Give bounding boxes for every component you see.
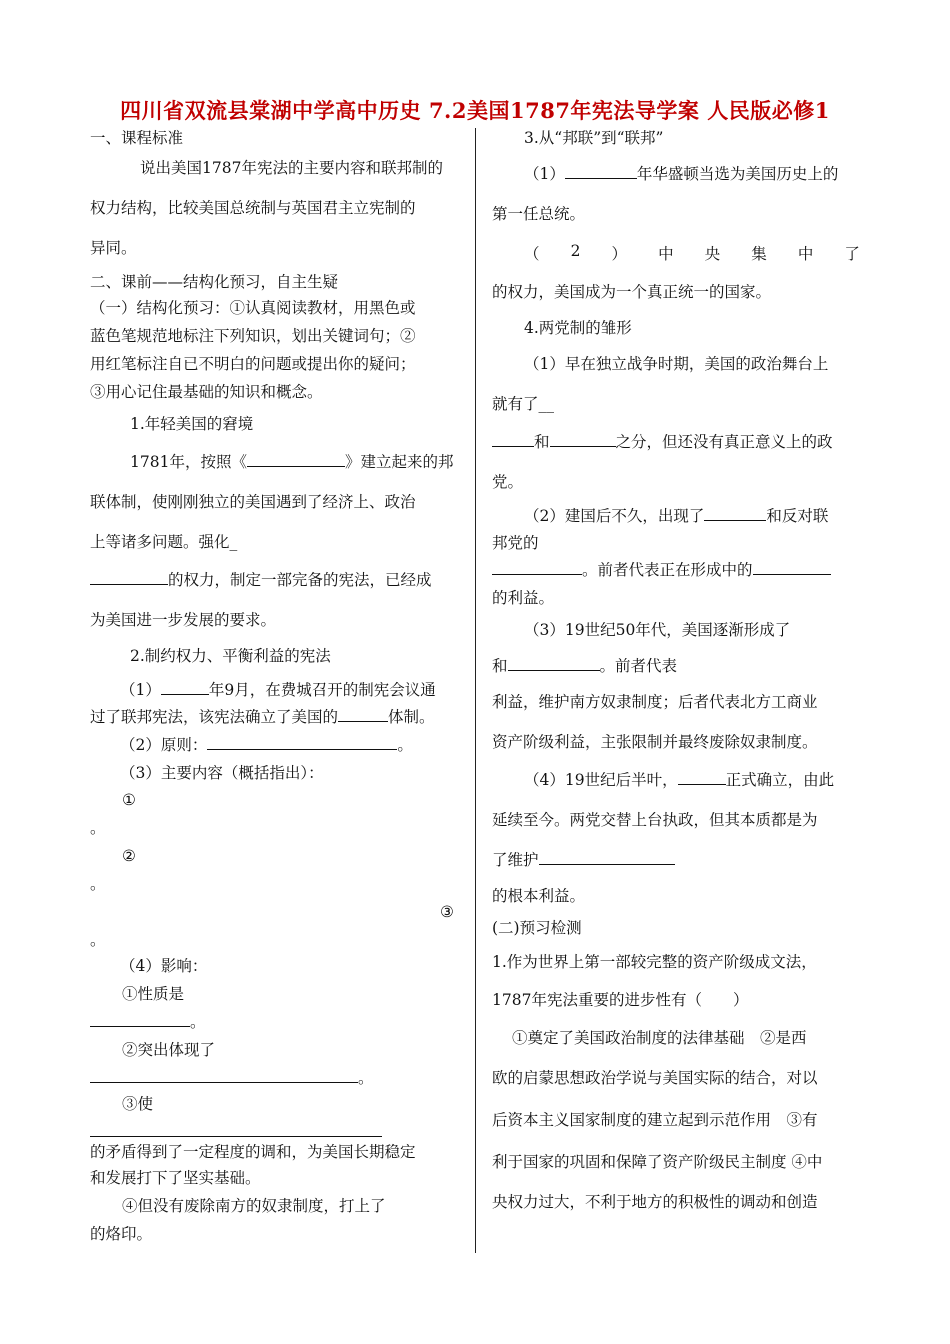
fill-blank-line: 和 。前者代表 — [492, 657, 678, 675]
paragraph-line: 党。 — [492, 473, 524, 491]
answer-blank[interactable] — [492, 432, 534, 447]
paragraph-line: ②突出体现了 — [122, 1041, 216, 1059]
fill-blank-line — [90, 1122, 382, 1142]
paragraph-line: 的烙印。 — [90, 1225, 153, 1243]
fill-blank-line: 和 之分，但还没有真正意义上的政 — [492, 432, 833, 452]
section-heading-check: (二)预习检测 — [492, 919, 582, 937]
subheading: 3.从“邦联”到“联邦” — [524, 129, 664, 147]
fill-blank-line: （4）19世纪后半叶， 正式确立，由此 — [524, 771, 835, 789]
period-mark: 。 — [90, 931, 106, 949]
document-title: 四川省双流县棠湖中学高中历史 7.2美国1787年宪法导学案 人民版必修1 — [120, 98, 830, 123]
paragraph-line: 第一任总统。 — [492, 205, 586, 223]
answer-blank[interactable] — [90, 1068, 358, 1083]
option-line: ①奠定了美国政治制度的法律基础 ②是西 — [512, 1029, 807, 1047]
paragraph-line: （3）19世纪50年代，美国逐渐形成了 — [524, 621, 791, 639]
paragraph-line: ③用心记住最基础的知识和概念。 — [90, 383, 323, 401]
paragraph-line: 就有了__ — [492, 395, 555, 413]
answer-blank[interactable] — [704, 506, 766, 521]
paragraph-line: 的利益。 — [492, 589, 555, 607]
subheading: 1.年轻美国的窘境 — [130, 415, 254, 433]
fill-blank-line: 了维护 — [492, 850, 675, 870]
answer-blank[interactable] — [539, 850, 675, 865]
section-heading-curriculum: 一、课程标准 — [90, 129, 184, 147]
option-line: 后资本主义国家制度的建立起到示范作用 ③有 — [492, 1111, 818, 1129]
fill-blank-line: 的权力，制定一部完备的宪法，已经成 — [90, 570, 432, 590]
answer-blank[interactable] — [550, 432, 616, 447]
paragraph-line: 上等诸多问题。强化_ — [90, 533, 238, 551]
option-line: 欧的启蒙思想政治学说与美国实际的结合，对以 — [492, 1069, 818, 1087]
answer-blank[interactable] — [492, 560, 582, 575]
answer-blank[interactable] — [565, 164, 637, 179]
question-line: 1.作为世界上第一部较完整的资产阶级成文法， — [492, 953, 817, 971]
fill-blank-line: （2）原则： 。 — [120, 736, 413, 754]
section-heading-preview: 二、课前——结构化预习，自主生疑 — [90, 273, 339, 291]
fill-blank-line: 过了联邦宪法，该宪法确立了美国的 体制。 — [90, 708, 435, 726]
fill-blank-line: 1781年，按照《 》建立起来的邦 — [130, 453, 454, 471]
paragraph-line: 延续至今。两党交替上台执政，但其本质都是为 — [492, 811, 818, 829]
paragraph-line: 联体制，使刚刚独立的美国遇到了经济上、政治 — [90, 493, 416, 511]
answer-blank[interactable] — [90, 570, 168, 585]
paragraph-line: （3）主要内容（概括指出）： — [120, 764, 324, 782]
period-mark: 。 — [90, 875, 106, 893]
fill-blank-line: （1） 年9月，在费城召开的制宪会议通 — [120, 681, 436, 699]
paragraph-line: 蓝色笔规范地标注下列知识，划出关键词句；② — [90, 327, 416, 345]
option-line: 央权力过大，不利于地方的积极性的调动和创造 — [492, 1193, 818, 1211]
fill-blank-line: 。前者代表正在形成中的 — [492, 560, 831, 580]
paragraph-line: 利益，维护南方奴隶制度；后者代表北方工商业 — [492, 693, 818, 711]
paragraph-line: 为美国进一步发展的要求。 — [90, 611, 277, 629]
fill-blank-line: （2）建国后不久，出现了 和反对联 — [524, 507, 829, 525]
answer-blank[interactable] — [161, 680, 209, 695]
subheading: 4.两党制的雏形 — [524, 319, 632, 337]
fill-blank-line: （1） 年华盛顿当选为美国历史上的 — [524, 165, 839, 183]
answer-blank[interactable] — [338, 707, 388, 722]
paragraph-line: （4）影响： — [120, 957, 208, 975]
paragraph-line: 异同。 — [90, 239, 137, 257]
option-line: 利于国家的巩固和保障了资产阶级民主制度 ④中 — [492, 1153, 823, 1171]
answer-blank[interactable] — [207, 735, 397, 750]
question-line: 1787年宪法重要的进步性有（ ） — [492, 991, 749, 1009]
paragraph-line: 权力结构，比较美国总统制与英国君主立宪制的 — [90, 199, 416, 217]
answer-blank[interactable] — [508, 656, 600, 671]
spread-text-line: （ 2 ） 中 央 集 中 了 — [524, 242, 860, 263]
column-divider — [475, 128, 476, 1253]
answer-blank[interactable] — [678, 770, 726, 785]
paragraph-line: 和发展打下了坚实基础。 — [90, 1169, 261, 1187]
answer-blank[interactable] — [90, 1122, 382, 1137]
paragraph-line: 邦党的 — [492, 534, 539, 552]
paragraph-line: ③使 — [122, 1095, 154, 1113]
paragraph-line: （1）早在独立战争时期，美国的政治舞台上 — [524, 355, 829, 373]
paragraph-line: ①性质是 — [122, 985, 185, 1003]
paragraph-line: （一）结构化预习：①认真阅读教材，用黑色或 — [90, 299, 416, 317]
paragraph-line: 用红笔标注自已不明白的问题或提出你的疑问； — [90, 355, 416, 373]
period-mark: 。 — [90, 819, 106, 837]
paragraph-line: 的矛盾得到了一定程度的调和，为美国长期稳定 — [90, 1143, 416, 1161]
content-item-marker: ① — [122, 791, 136, 809]
fill-blank-line: 。 — [90, 1068, 374, 1088]
fill-blank-line: 。 — [90, 1012, 206, 1032]
paragraph-line: 资产阶级利益，主张限制并最终废除奴隶制度。 — [492, 733, 818, 751]
answer-blank[interactable] — [90, 1012, 190, 1027]
content-item-marker: ③ — [440, 903, 454, 921]
answer-blank[interactable] — [753, 560, 831, 575]
answer-blank[interactable] — [247, 452, 345, 467]
subheading: 2.制约权力、平衡利益的宪法 — [130, 647, 331, 665]
paragraph-line: 的根本利益。 — [492, 887, 586, 905]
paragraph-line: 的权力，美国成为一个真正统一的国家。 — [492, 283, 772, 301]
paragraph-line: ④但没有废除南方的奴隶制度，打上了 — [122, 1197, 386, 1215]
content-item-marker: ② — [122, 847, 136, 865]
paragraph-line: 说出美国1787年宪法的主要内容和联邦制的 — [140, 159, 443, 177]
